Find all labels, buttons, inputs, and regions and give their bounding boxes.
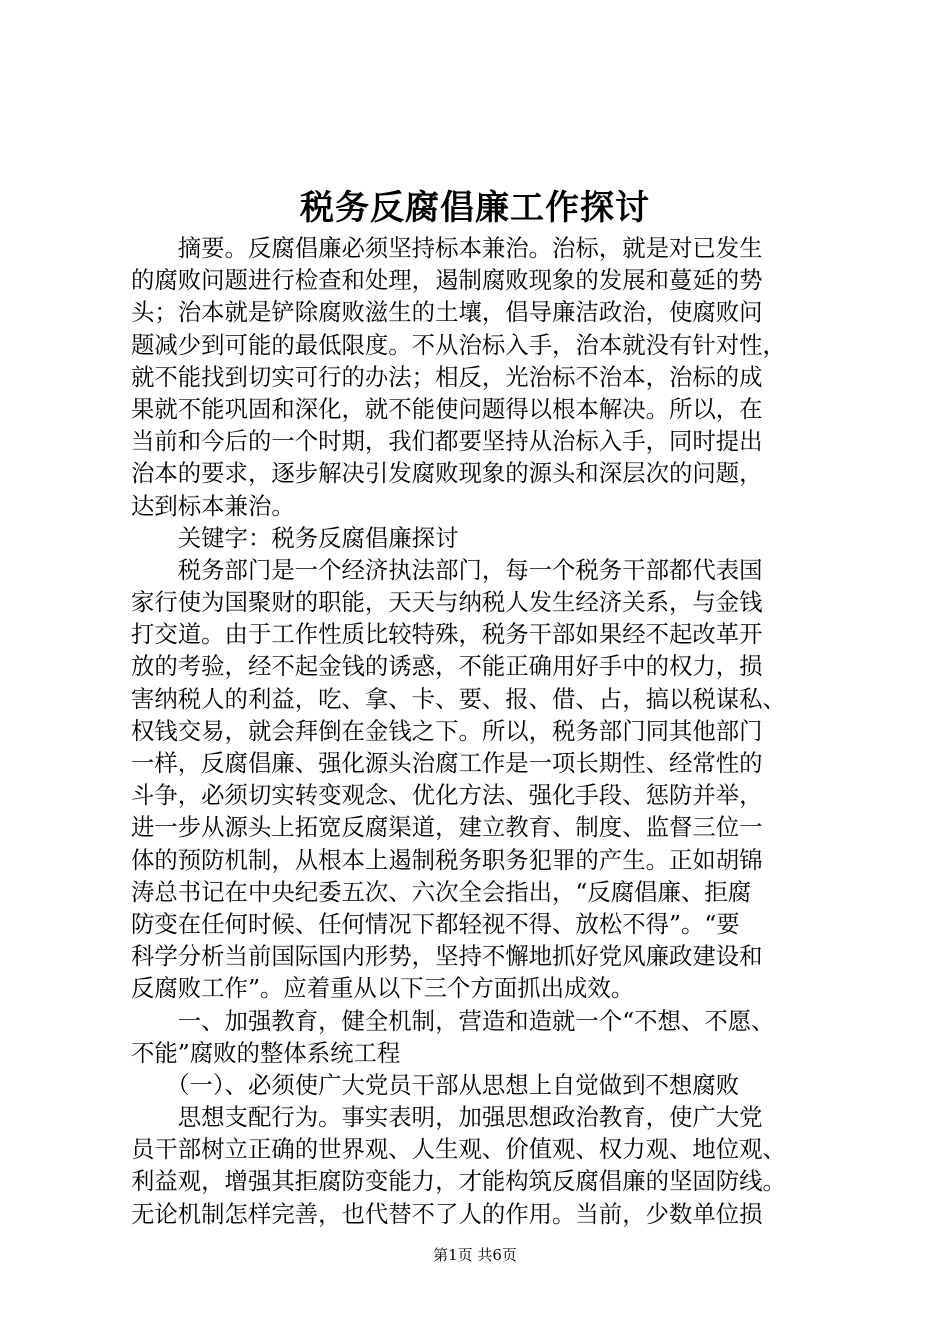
text-line: 员干部树立正确的世界观、人生观、价值观、权力观、地位观、 (131, 1135, 786, 1164)
text-line: 税务部门是一个经济执法部门，每一个税务干部都代表国 (131, 555, 763, 584)
page-footer: 第1页 共6页 (433, 1246, 517, 1264)
text-line: 思想支配行为。事实表明，加强思想政治教育，使广大党 (131, 1103, 763, 1132)
text-line: 头；治本就是铲除腐败滋生的土壤，倡导廉洁政治，使腐败问 (131, 298, 763, 327)
document-body (131, 232, 833, 1230)
text-line: 达到标本兼治。 (131, 491, 295, 520)
text-line: 进一步从源头上拓宽反腐渠道，建立教育、制度、监督三位一 (131, 813, 763, 842)
text-line: 科学分析当前国际国内形势，坚持不懈地抓好党风廉政建设和 (131, 942, 763, 971)
text-line: 权钱交易，就会拜倒在金钱之下。所以，税务部门同其他部门 (131, 716, 763, 745)
text-line: 一样，反腐倡廉、强化源头治腐工作是一项长期性、经常性的 (131, 749, 763, 777)
text-line: 关键字：税务反腐倡廉探讨 (131, 523, 459, 552)
text-line: 利益观，增强其拒腐防变能力，才能构筑反腐倡廉的坚固防线。 (131, 1167, 786, 1196)
text-line: 无论机制怎样完善，也代替不了人的作用。当前，少数单位损 (131, 1199, 763, 1228)
text-line: 不能”腐败的整体系统工程 (131, 1038, 401, 1067)
text-line: 防变在任何时候、任何情况下都轻视不得、放松不得”。“要 (131, 909, 740, 938)
document-title: 税务反腐倡廉工作探讨 (300, 188, 650, 228)
text-line: 家行使为国聚财的职能，天天与纳税人发生经济关系，与金钱 (131, 588, 763, 617)
text-line: 果就不能巩固和深化，就不能使问题得以根本解决。所以，在 (131, 394, 763, 423)
text-line: （一）、必须使广大党员干部从思想上自觉做到不想腐败 (131, 1070, 740, 1099)
text-line: 打交道。由于工作性质比较特殊，税务干部如果经不起改革开 (131, 620, 763, 649)
text-line: 摘要。反腐倡廉必须坚持标本兼治。治标，就是对已发生 (131, 234, 763, 262)
text-line: 体的预防机制，从根本上遏制税务职务犯罪的产生。正如胡锦 (131, 845, 763, 874)
text-line: 当前和今后的一个时期，我们都要坚持从治标入手，同时提出 (131, 427, 763, 456)
text-line: 一、加强教育，健全机制，营造和造就一个“不想、不愿、 (131, 1006, 775, 1035)
text-line: 涛总书记在中央纪委五次、六次全会指出，“反腐倡廉、拒腐 (131, 877, 752, 906)
text-line: 斗争，必须切实转变观念、优化方法、强化手段、惩防并举， (131, 781, 763, 810)
text-line: 放的考验，经不起金钱的诱惑，不能正确用好手中的权力，损 (131, 652, 763, 681)
text-line: 治本的要求，逐步解决引发腐败现象的源头和深层次的问题， (131, 459, 763, 488)
text-line: 反腐败工作”。应着重从以下三个方面抓出成效。 (131, 974, 635, 1003)
text-line: 的腐败问题进行检查和处理，遏制腐败现象的发展和蔓延的势 (131, 266, 763, 295)
text-line: 害纳税人的利益，吃、拿、卡、要、报、借、占，搞以税谋私、 (131, 684, 786, 713)
text-line: 就不能找到切实可行的办法；相反，光治标不治本，治标的成 (131, 362, 763, 391)
text-line: 题减少到可能的最低限度。不从治标入手，治本就没有针对性， (131, 330, 786, 359)
